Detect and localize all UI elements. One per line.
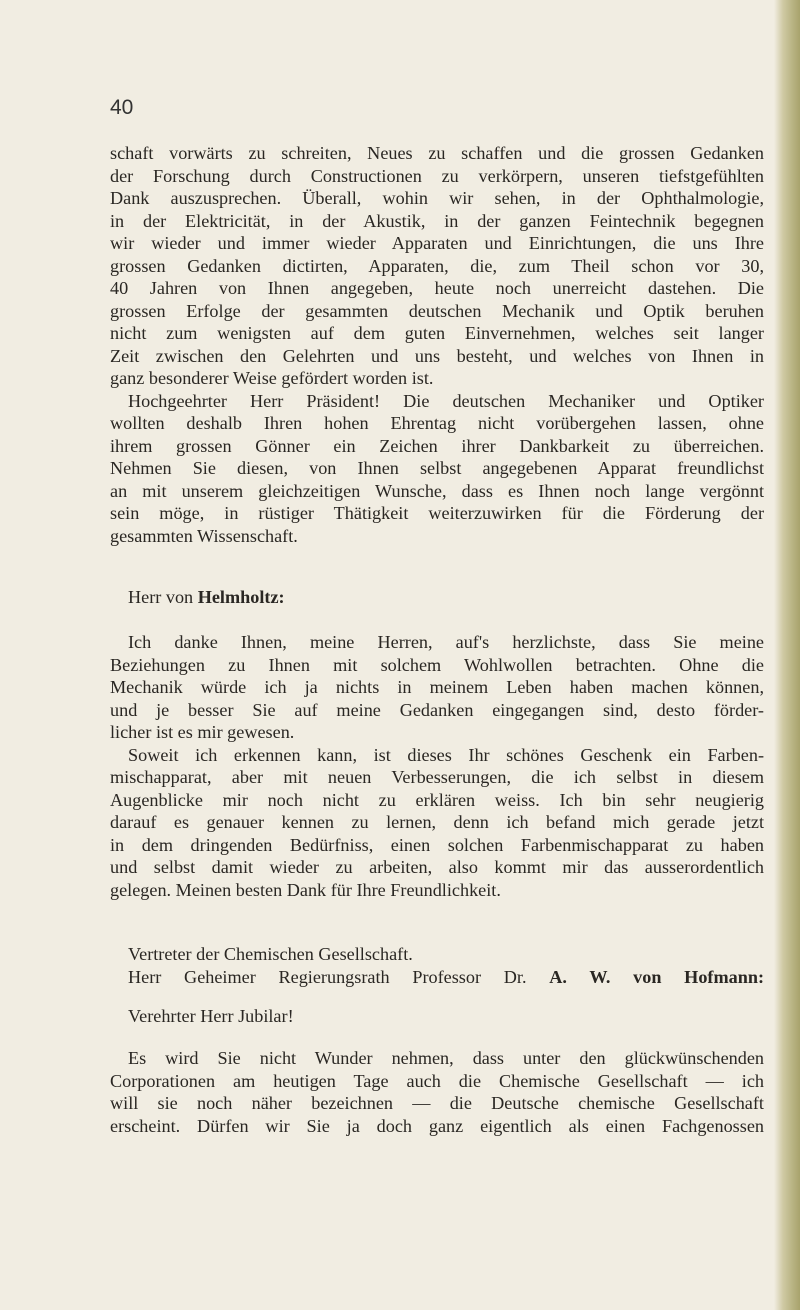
page-gutter-shadow [774,0,800,1310]
text-line: grossen Gedanken dictirten, Apparaten, die, zum Theil schon vor 30, [110,255,764,276]
page-number: 40 [110,96,134,119]
text-line: darauf es genauer kennen zu lernen, denn ich befand mich gerade jetzt [110,812,764,832]
paragraph-block-2 [110,631,764,901]
text-line: und je besser Sie auf meine Gedanken eingegangen sind, desto förder- [110,699,764,720]
text-line: Augenblicke mir noch nicht zu erklären weiss. Ich bin sehr neugierig [110,789,764,810]
speaker-heading-hofmann [110,943,764,988]
representative-line: Vertreter der Chemischen Gesellschaft. [128,944,413,964]
text-line: Mechanik würde ich ja nichts in meinem Leben haben machen können, [110,677,764,697]
text-line: schaft vorwärts zu schreiten, Neues zu schaffen und die grossen Gedanken [110,143,764,163]
text-line: licher ist es mir gewesen. [110,722,295,742]
text-line: Dank auszusprechen. Überall, wohin wir sehen, in der Ophthalmologie, [110,188,764,208]
text-line: gesammten Wissenschaft. [110,525,298,546]
text-line: sein möge, in rüstiger Thätigkeit weiterzuwirken für die Förderung der [110,503,764,523]
text-line: wollten deshalb Ihren hohen Ehrentag nicht vorübergehen lassen, ohne [110,413,764,433]
text-line: mischapparat, aber mit neuen Verbesserungen, die ich selbst in diesem [110,767,764,787]
speaker-prefix: Herr Geheimer Regierungsrath Professor Dr. [128,966,550,987]
text-line: der Forschung durch Constructionen zu verkörpern, unseren tiefstgefühlten [110,165,764,186]
text-line: will sie noch näher bezeichnen — die Deutsche chemische Gesellschaft [110,1093,764,1113]
text-line: in dem dringenden Bedürfniss, einen solchen Farbenmischapparat zu haben [110,834,764,855]
text-line: Corporationen am heutigen Tage auch die Chemische Gesellschaft — ich [110,1070,764,1091]
speaker-line [110,966,764,989]
text-line: Nehmen Sie diesen, von Ihnen selbst angegebenen Apparat freundlichst [110,458,764,478]
text-line: an mit unserem gleichzeitigen Wunsche, dass es Ihnen noch lange vergönnt [110,480,764,501]
text-line: Hochgeehrter Herr Präsident! Die deutschen Mechaniker und Optiker [128,390,764,411]
text-line: nicht zum wenigsten auf dem guten Einvernehmen, welches seit langer [110,323,764,343]
speaker-heading-helmholtz [110,586,764,609]
text-line: Beziehungen zu Ihnen mit solchem Wohlwollen betrachten. Ohne die [110,654,764,675]
paragraph-block-3 [110,1047,764,1137]
text-line: ihrem grossen Gönner ein Zeichen ihrer Dankbarkeit zu überreichen. [110,435,764,456]
text-line: Soweit ich erkennen kann, ist dieses Ihr schönes Geschenk ein Farben- [128,744,764,765]
text-line: und selbst damit wieder zu arbeiten, also kommt mir das ausserordentlich [110,857,764,877]
text-line: grossen Erfolge der gesammten deutschen Mechanik und Optik beruhen [110,300,764,321]
text-line: wir wieder und immer wieder Apparaten und Einrichtungen, die uns Ihre [110,233,764,253]
speaker-line [110,586,764,609]
paragraph-block-1 [110,142,764,547]
text-line: in der Elektricität, in der Akustik, in der ganzen Feintechnik begegnen [110,210,764,231]
text-line: Ich danke Ihnen, meine Herren, auf's herzlichste, dass Sie meine [128,632,764,652]
salutation-block [110,1005,764,1028]
text-line: Es wird Sie nicht Wunder nehmen, dass unter den glückwünschenden [128,1048,764,1068]
text-line: 40 Jahren von Ihnen angegeben, heute noch unerreicht dastehen. Die [110,278,764,298]
text-line: gelegen. Meinen besten Dank für Ihre Freundlichkeit. [110,879,501,900]
text-line: erscheint. Dürfen wir Sie ja doch ganz eigentlich als einen Fachgenossen [110,1115,764,1136]
text-line: Zeit zwischen den Gelehrten und uns besteht, und welches von Ihnen in [110,345,764,366]
speaker-name: A. W. von Hofmann: [549,966,764,987]
speaker-prefix: Herr von [128,587,198,607]
text-line: ganz besonderer Weise gefördert worden ist. [110,368,434,388]
speaker-name: Helmholtz: [197,587,285,607]
salutation-line: Verehrter Herr Jubilar! [128,1006,294,1026]
